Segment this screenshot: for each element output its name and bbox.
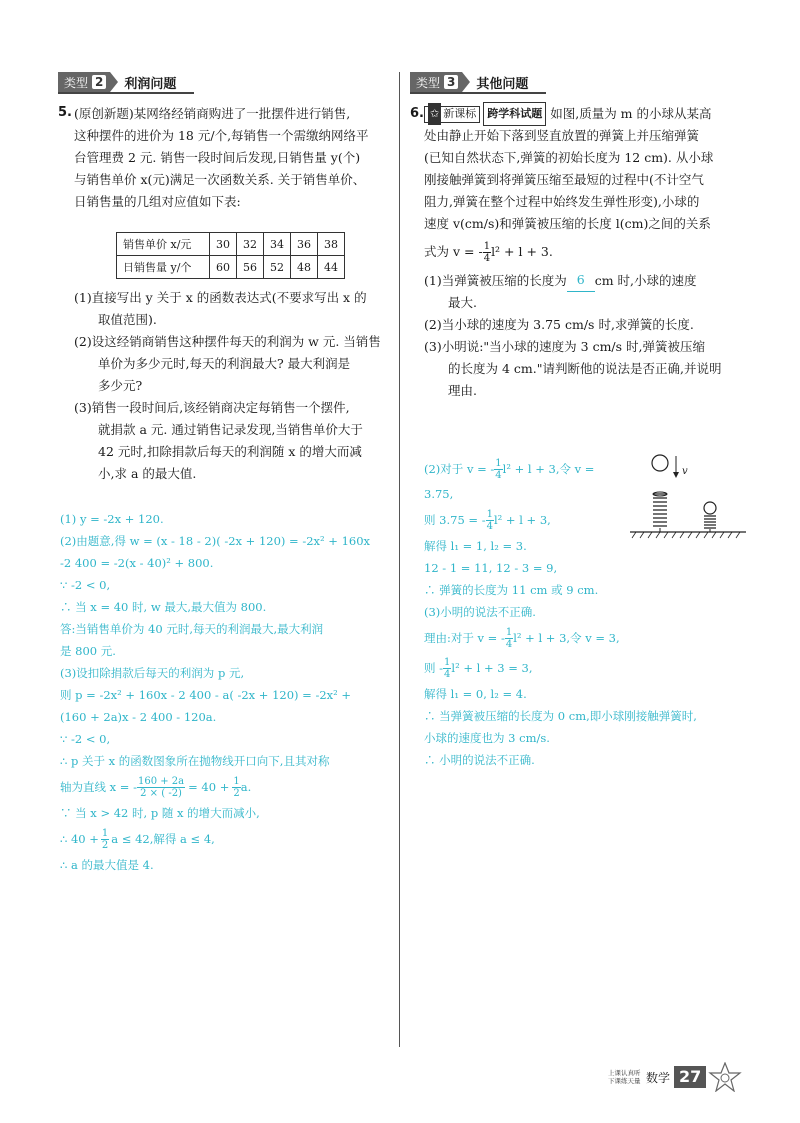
answer-text: 则 - <box>424 661 444 675</box>
answer-line: 解得 l₁ = 1, l₂ = 3. <box>424 539 527 553</box>
table-row <box>117 233 345 256</box>
fraction-numerator: 1 <box>444 656 451 668</box>
text-line: 阻力,弹簧在整个过程中始终发生弹性形变),小球的 <box>424 194 700 209</box>
fraction-numerator: 1 <box>483 240 491 252</box>
section-underline <box>410 92 546 94</box>
type-label: 类型 <box>416 75 441 90</box>
answer-text: a. <box>240 780 252 794</box>
fraction <box>101 828 109 851</box>
question-line: 最大. <box>448 295 477 310</box>
answer-line: ∵ -2 < 0, <box>60 732 111 746</box>
question-line: (3)销售一段时间后,该经销商决定每销售一个摆件, <box>74 400 350 415</box>
answer-line <box>424 623 754 653</box>
fraction-denominator: 2 <box>101 839 109 851</box>
table-cell: 44 <box>318 256 345 279</box>
fraction-denominator: 4 <box>505 638 513 650</box>
question-line <box>424 269 754 292</box>
problem-5-answer <box>60 508 392 876</box>
formula-line <box>424 235 754 269</box>
question-line: (2)当小球的速度为 3.75 cm/s 时,求弹簧的长度. <box>424 317 694 332</box>
table-cell: 56 <box>237 256 264 279</box>
answer-line: (3)设扣除捐款后每天的利润为 p 元, <box>60 666 245 680</box>
table-header-cell: 日销售量 y/个 <box>117 256 210 279</box>
problem-number: 5. <box>58 105 72 120</box>
answer-line: 小球的速度也为 3 cm/s. <box>424 731 550 745</box>
answer-line: 3.75, <box>424 487 454 501</box>
table-header-cell: 销售单价 x/元 <box>117 233 210 256</box>
answer-line: ∴ 弹簧的长度为 11 cm 或 9 cm. <box>424 583 599 597</box>
question-line: 小,求 a 的最大值. <box>98 466 197 481</box>
answer-text: ∴ 40 + <box>60 832 99 846</box>
column-divider <box>399 72 400 1047</box>
fraction <box>505 627 513 650</box>
table-cell: 60 <box>210 256 237 279</box>
type-arrow-icon <box>110 72 118 92</box>
answer-text: = 40 + <box>188 780 230 794</box>
question-line: 取值范围). <box>98 312 157 327</box>
page-footer <box>608 1062 742 1092</box>
type-arrow-icon <box>462 72 470 92</box>
section-title: 其他问题 <box>476 76 529 92</box>
problem-5-questions <box>74 287 381 485</box>
table-cell: 48 <box>291 256 318 279</box>
star-icon: ✩ <box>428 103 441 125</box>
problem-6-text <box>424 103 754 402</box>
fraction <box>137 776 185 799</box>
text-line: 台管理费 2 元. 销售一段时间后发现,日销售量 y(个) <box>74 150 361 165</box>
fraction-numerator: 160 + 2a <box>137 775 185 787</box>
answer-text: l² + l + 3,令 v = 3, <box>513 631 620 645</box>
answer-line-ineq <box>60 824 392 854</box>
problem-6-answer <box>424 455 754 771</box>
answer-line: 则 p = -2x² + 160x - 2 400 - a( -2x + 120) = -2x² + <box>60 688 352 702</box>
text-line-first <box>424 103 754 125</box>
question-line: (2)设这经销商销售这种摆件每天的利润为 w 元. 当销售 <box>74 334 381 349</box>
fraction <box>443 657 451 680</box>
table-cell: 30 <box>210 233 237 256</box>
section-underline <box>58 92 194 94</box>
table-cell: 32 <box>237 233 264 256</box>
velocity-label: v <box>682 466 688 477</box>
fraction-denominator: 4 <box>444 668 451 680</box>
answer-text: 轴为直线 x = - <box>60 780 137 794</box>
slogan-line: 下课练天量 <box>608 1077 641 1085</box>
fraction-denominator: 4 <box>486 520 493 532</box>
question-line: 理由. <box>448 383 477 398</box>
text-line: 日销售量的几组对应值如下表: <box>74 194 241 209</box>
section-title: 利润问题 <box>124 76 177 92</box>
type-number: 3 <box>444 75 458 89</box>
answer-blank: 6 <box>567 269 595 292</box>
text-line: 刚接触弹簧到将弹簧压缩至最短的过程中(不计空气 <box>424 172 704 187</box>
answer-line: 解得 l₁ = 0, l₂ = 4. <box>424 687 527 701</box>
text-segment: l² + l + 3. <box>491 244 553 259</box>
fraction-numerator: 1 <box>495 457 502 469</box>
answer-line: (2)由题意,得 w = (x - 18 - 2)( -2x + 120) = -2x² + 160x <box>60 534 371 548</box>
answer-text: 则 3.75 = - <box>424 513 486 527</box>
type-tag <box>410 72 462 92</box>
table-cell: 52 <box>264 256 291 279</box>
type-label: 类型 <box>64 75 89 90</box>
answer-text: a ≤ 42,解得 a ≤ 4, <box>111 832 215 846</box>
answer-line: 答:当销售单价为 40 元时,每天的利润最大,最大利润 <box>60 622 324 636</box>
fraction-numerator: 1 <box>486 508 493 520</box>
star-logo-icon <box>708 1062 742 1092</box>
fraction-denominator: 2 × ( -2) <box>140 787 182 799</box>
answer-text: l² + l + 3 = 3, <box>451 661 533 675</box>
slogan-line: 上课认真听 <box>608 1069 641 1077</box>
new-curriculum-badge <box>424 106 480 123</box>
question-line: 42 元时,扣除捐款后每天的利润随 x 的增大而减 <box>98 444 362 459</box>
text-segment: 式为 v = - <box>424 244 483 259</box>
answer-line <box>424 505 754 535</box>
answer-line <box>424 653 754 683</box>
answer-line: ∵ -2 < 0, <box>60 578 111 592</box>
answer-line: 12 - 1 = 11, 12 - 3 = 9, <box>424 561 558 575</box>
answer-line-axis <box>60 772 392 802</box>
answer-line: ∴ 小明的说法不正确. <box>424 753 535 767</box>
fraction <box>486 509 494 532</box>
fraction-denominator: 2 <box>233 787 240 799</box>
table-cell: 38 <box>318 233 345 256</box>
section-header-type2 <box>58 72 176 92</box>
type-tag <box>58 72 110 92</box>
answer-line: (3)小明的说法不正确. <box>424 605 536 619</box>
page-number: 27 <box>674 1066 706 1088</box>
fraction <box>232 776 240 799</box>
answer-text: l² + l + 3, <box>493 513 551 527</box>
fraction-numerator: 1 <box>101 827 109 839</box>
table-cell: 34 <box>264 233 291 256</box>
text-line: 与销售单价 x(元)满足一次函数关系. 关于销售单价、 <box>74 172 366 187</box>
question-line: 的长度为 4 cm."请判断他的说法是否正确,并说明 <box>448 361 722 376</box>
answer-line: 是 800 元. <box>60 644 116 658</box>
answer-line: ∴ 当弹簧被压缩的长度为 0 cm,即小球刚接触弹簧时, <box>424 709 697 723</box>
section-header-type3 <box>410 72 528 92</box>
text-line: 如图,质量为 m 的小球从某高 <box>550 106 712 121</box>
answer-line: ∴ 当 x = 40 时, w 最大,最大值为 800. <box>60 600 267 614</box>
fraction <box>494 458 502 481</box>
text-line: 处由静止开始下落到竖直放置的弹簧上并压缩弹簧 <box>424 128 700 143</box>
answer-text: l² + l + 3,令 v = <box>502 462 595 476</box>
fraction-denominator: 4 <box>495 469 502 481</box>
fraction-denominator: 4 <box>483 252 491 264</box>
answer-line <box>424 455 754 483</box>
answer-line: ∴ p 关于 x 的函数图象所在抛物线开口向下,且其对称 <box>60 754 330 768</box>
fraction-numerator: 1 <box>233 775 240 787</box>
answer-line: ∵ 当 x > 42 时, p 随 x 的增大而减小, <box>60 806 260 820</box>
answer-line: (1) y = -2x + 120. <box>60 512 164 526</box>
cross-subject-badge: 跨学科试题 <box>483 102 546 126</box>
question-line: (3)小明说:"当小球的速度为 3 cm/s 时,弹簧被压缩 <box>424 339 705 354</box>
text-segment: cm 时,小球的速度 <box>594 272 697 288</box>
question-line: (1)直接写出 y 关于 x 的函数表达式(不要求写出 x 的 <box>74 290 367 305</box>
answer-line: (160 + 2a)x - 2 400 - 120a. <box>60 710 217 724</box>
badge-label: 新课标 <box>443 107 477 120</box>
answer-line: -2 400 = -2(x - 40)² + 800. <box>60 556 214 570</box>
text-line: 速度 v(cm/s)和弹簧被压缩的长度 l(cm)之间的关系 <box>424 216 711 231</box>
answer-text: 理由:对于 v = - <box>424 631 505 645</box>
table-row <box>117 256 345 279</box>
fraction <box>483 241 491 264</box>
text-line: (原创新题)某网络经销商购进了一批摆件进行销售, <box>74 106 351 121</box>
text-line: (已知自然状态下,弹簧的初始长度为 12 cm). 从小球 <box>424 150 714 165</box>
problem-number: 6. <box>410 106 424 121</box>
question-line: 单价为多少元时,每天的利润最大? 最大利润是 <box>98 356 351 371</box>
footer-slogan <box>608 1069 642 1085</box>
text-segment: (1)当弹簧被压缩的长度为 <box>424 272 567 288</box>
type-number: 2 <box>92 75 106 89</box>
data-table <box>116 232 345 279</box>
table-cell: 36 <box>291 233 318 256</box>
question-line: 就捐款 a 元. 通过销售记录发现,当销售单价大于 <box>98 422 363 437</box>
text-line: 这种摆件的进价为 18 元/个,每销售一个需缴纳网络平 <box>74 128 369 143</box>
answer-line: ∴ a 的最大值是 4. <box>60 858 154 872</box>
subject-label: 数学 <box>646 1070 671 1085</box>
fraction-numerator: 1 <box>505 626 513 638</box>
problem-5-text <box>74 103 369 213</box>
answer-text: (2)对于 v = - <box>424 462 495 476</box>
question-line: 多少元? <box>98 378 143 393</box>
